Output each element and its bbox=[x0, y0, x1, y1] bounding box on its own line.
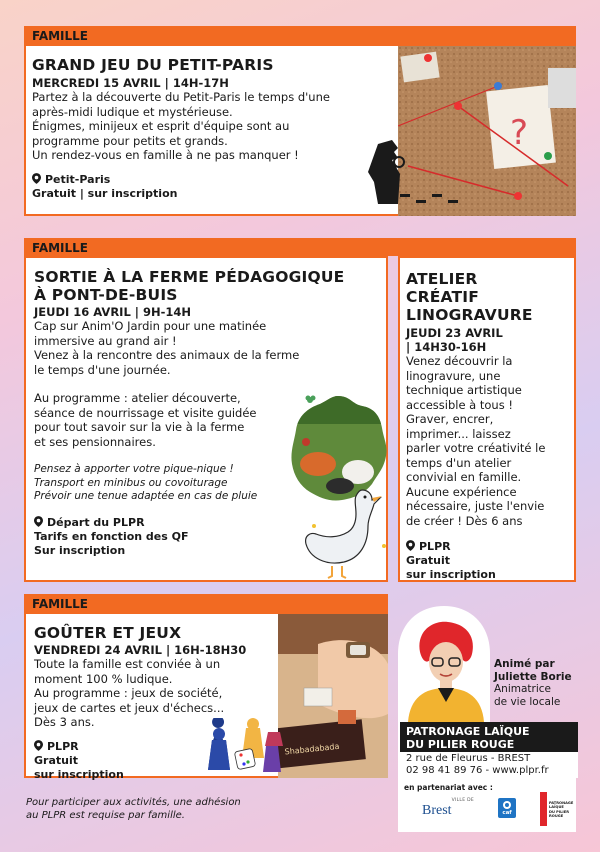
brest-logo: VILLE DE Brest bbox=[422, 798, 474, 818]
event2-price: Tarifs en fonction des QF bbox=[34, 529, 189, 543]
org-address: 2 rue de Fleurus - BREST bbox=[406, 753, 531, 764]
board-game-photo bbox=[278, 614, 388, 778]
location-pin-icon bbox=[34, 516, 43, 527]
event1-price: Gratuit | sur inscription bbox=[32, 186, 178, 200]
event1-tag: FAMILLE bbox=[24, 26, 576, 44]
event3-date: JEUDI 23 AVRIL | 14H30-16H bbox=[406, 326, 503, 354]
detective-icon bbox=[352, 138, 462, 216]
org-block bbox=[398, 722, 578, 778]
game-pieces-icon bbox=[206, 718, 284, 778]
event2-signup: Sur inscription bbox=[34, 543, 126, 557]
host-avatar bbox=[406, 618, 486, 722]
host-panel bbox=[398, 604, 576, 722]
location-pin-icon bbox=[406, 540, 415, 551]
event1-title: GRAND JEU DU PETIT-PARIS bbox=[32, 56, 274, 74]
plpr-logo bbox=[540, 792, 576, 826]
event1-date: MERCREDI 15 AVRIL | 14H-17H bbox=[32, 76, 229, 90]
plpr-logo-bar bbox=[540, 792, 547, 826]
event2-title: SORTIE À LA FERME PÉDAGOGIQUE À PONT-DE-BUIS bbox=[34, 268, 345, 304]
event2-card bbox=[24, 256, 388, 582]
event3-description: Venez découvrir la linogravure, une technique artistique accessible à tous ! Graver, encrer, imprimer... laissez parler votre créativité le temps d'un atelier convivial en famille. Aucune expérience nécessaire, juste l'envie de créer ! Dès 6 ans bbox=[406, 354, 546, 528]
partners-label: en partenariat avec : bbox=[404, 783, 493, 792]
event1-location: Petit-Paris bbox=[32, 173, 402, 187]
plpr-logo-text: PATRONAGE LAÏQUE DU PILIER ROUGE bbox=[549, 801, 574, 819]
event2-program: Au programme : atelier découverte, séance de nourrissage et visite guidée pour tout savoir sur la vie à la ferme et ses pensionnaires. bbox=[34, 391, 257, 449]
event2-intro: Cap sur Anim'O Jardin pour une matinée immersive au grand air ! Venez à la rencontre des animaux de la ferme le temps d'une journée. bbox=[34, 319, 300, 377]
footer-note: Pour participer aux activités, une adhésion au PLPR est requise par famille. bbox=[26, 797, 241, 821]
event1-card bbox=[24, 44, 576, 216]
event2-location: Départ du PLPR bbox=[34, 516, 384, 530]
svg-text:?: ? bbox=[510, 113, 529, 153]
goose-illustration bbox=[302, 486, 388, 580]
event3-signup: sur inscription bbox=[406, 568, 496, 581]
event4-card bbox=[24, 612, 388, 781]
host-role: Animatrice de vie locale bbox=[494, 683, 561, 708]
partners-section bbox=[398, 778, 576, 832]
event2-tag: FAMILLE bbox=[24, 238, 576, 256]
caf-logo: caf bbox=[498, 798, 516, 818]
location-pin-icon bbox=[32, 173, 41, 184]
org-name: PATRONAGE LAÏQUE DU PILIER ROUGE bbox=[400, 722, 578, 752]
location-pin-icon bbox=[34, 740, 43, 751]
event4-signup: sur inscription bbox=[34, 767, 124, 781]
event3-title: ATELIER CRÉATIF LINOGRAVURE bbox=[406, 270, 533, 324]
event2-notes: Pensez à apporter votre pique-nique ! Transport en minibus ou covoiturage Prévoir une tenue adaptée en cas de pluie bbox=[34, 463, 258, 502]
org-contact: 02 98 41 89 76 - www.plpr.fr bbox=[406, 765, 549, 776]
host-name: Animé par Juliette Borie bbox=[494, 658, 572, 683]
event2-date: JEUDI 16 AVRIL | 9H-14H bbox=[34, 305, 192, 319]
event3-location: PLPR bbox=[406, 540, 574, 554]
event1-description: Partez à la découverte du Petit-Paris le temps d'une après-midi ludique et mystérieuse. Énigmes, minijeux et esprit d'équipe sont au programme pour petits et grands. Un rendez-vous en famille à ne pas manquer ! bbox=[32, 90, 330, 162]
event4-description: Toute la famille est conviée à un moment 100 % ludique. Au programme : jeux de société, jeux de cartes et jeux d'échecs... Dès 3 ans. bbox=[34, 657, 225, 729]
game-board-label: Shabadabada bbox=[284, 741, 340, 757]
event4-date: VENDREDI 24 AVRIL | 16H-18H30 bbox=[34, 643, 247, 657]
event4-title: GOÛTER ET JEUX bbox=[34, 624, 182, 642]
event4-tag: FAMILLE bbox=[24, 594, 388, 612]
event4-price: Gratuit bbox=[34, 753, 78, 767]
event3-card bbox=[398, 256, 576, 582]
event4-location: PLPR bbox=[34, 740, 284, 754]
event3-price: Gratuit bbox=[406, 554, 450, 567]
